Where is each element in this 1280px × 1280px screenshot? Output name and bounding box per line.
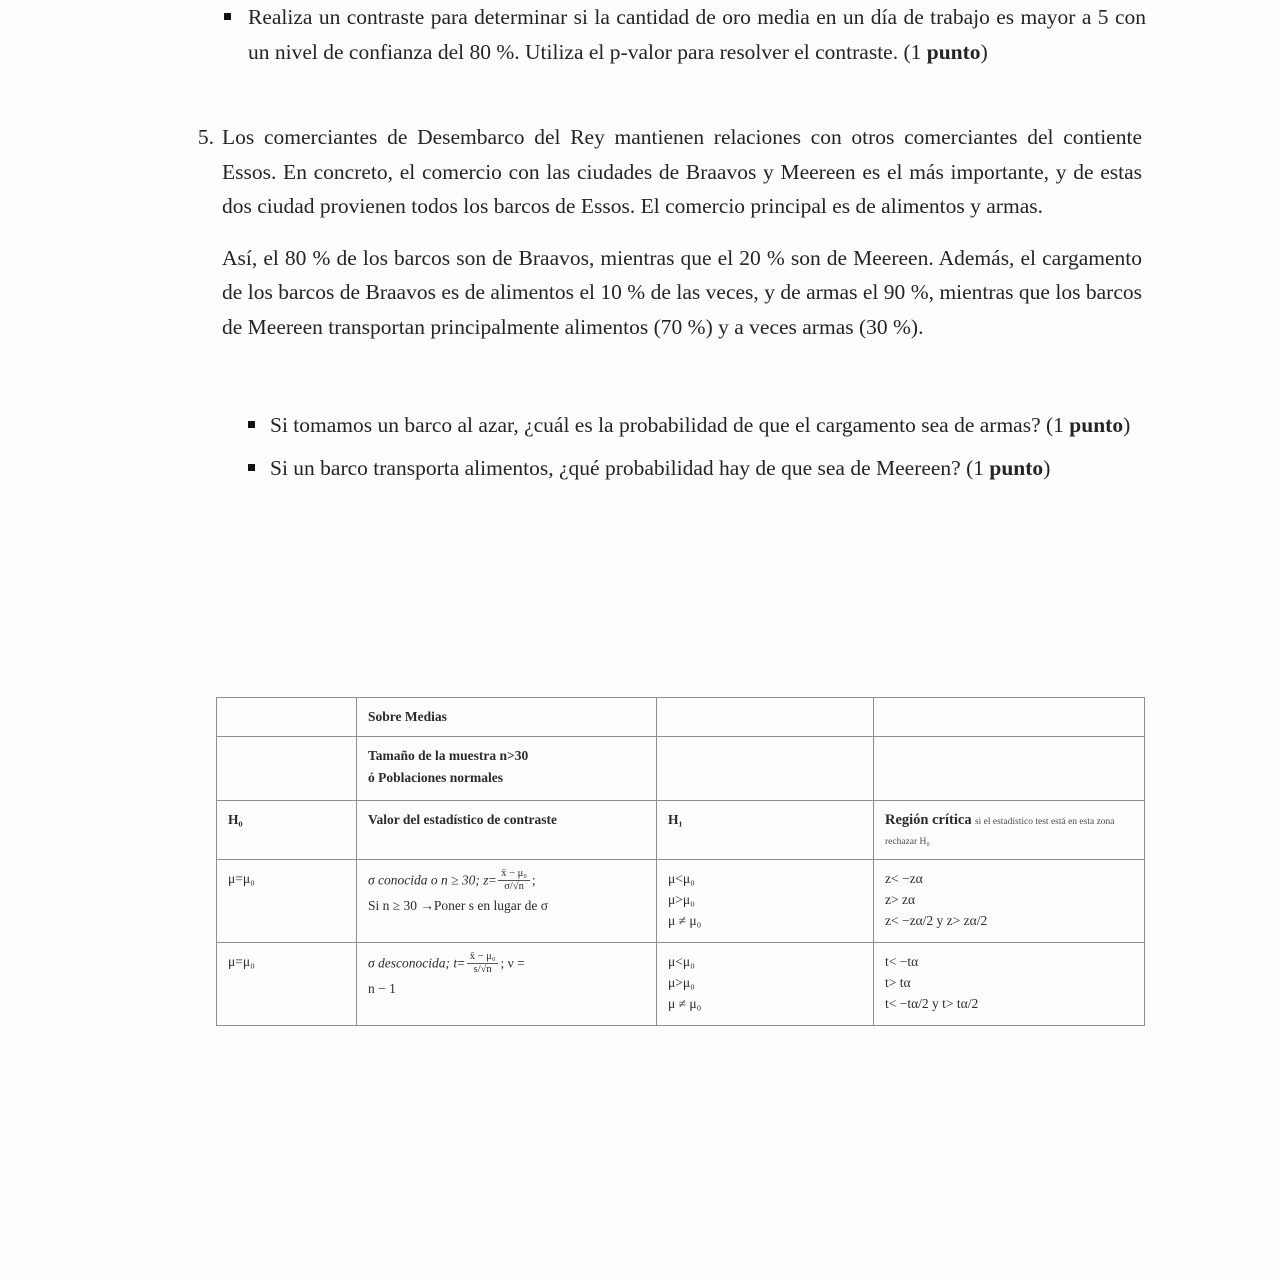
cell-h0-value: μ=μ₀ xyxy=(217,860,357,943)
cell-empty xyxy=(657,698,874,737)
question-number: 5. xyxy=(197,125,214,149)
cell-empty xyxy=(874,698,1145,737)
statistic-note-line: Si n ≥ 30 →Poner s en lugar de σ xyxy=(368,897,549,913)
cell-empty xyxy=(217,698,357,737)
table-row xyxy=(217,801,1145,860)
list-item xyxy=(222,451,1147,486)
cell-h1-alternatives xyxy=(657,943,874,1026)
table-row xyxy=(217,860,1145,943)
question-body xyxy=(222,120,1142,344)
cell-h0-header: H₀ xyxy=(217,801,357,860)
bullet-list-top xyxy=(216,0,1146,69)
region-critica-note: si el estadistico test está en esta zona rechazar H₀ xyxy=(885,817,1115,847)
cell-valor-estadistico-header: Valor del estadístico de contraste xyxy=(357,801,657,860)
list-item xyxy=(216,0,1146,69)
question-paragraph-1: Los comerciantes de Desembarco del Rey mantienen relaciones con otros comerciantes del contiente Essos. En concreto, el comercio con las ciudades de Braavos y Meereen es el más importante, y de estas dos ciudad provienen todos los barcos de Essos. El comercio principal es de alimentos y armas. xyxy=(222,125,1142,218)
alt-hypothesis: μ<μ₀ xyxy=(668,954,695,969)
critical-region: z> zα xyxy=(885,892,916,907)
cell-h1-header: H₁ xyxy=(657,801,874,860)
critical-region: t> tα xyxy=(885,975,911,990)
critical-region: z< −zα xyxy=(885,871,923,886)
cell-empty xyxy=(217,737,357,801)
statistic-formula-line: σ desconocida; t= $\frac{\text{x̄ − μ₀}}{s/√n}$ ; ν = xyxy=(368,951,525,975)
region-critica-label: Región crítica xyxy=(885,812,972,828)
bullet-square-icon xyxy=(224,13,231,20)
question-5-subbullets xyxy=(222,408,1147,493)
stat-table-container xyxy=(216,697,1144,1026)
cell-tamano-muestra xyxy=(357,737,657,801)
statistic-note-line: n − 1 xyxy=(368,980,396,996)
alt-hypothesis: μ ≠ μ₀ xyxy=(668,996,702,1011)
cell-h1-alternatives xyxy=(657,860,874,943)
contrast-reference-table xyxy=(216,697,1145,1026)
cell-statistic-z xyxy=(357,860,657,943)
bullet-text: Realiza un contraste para determinar si la cantidad de oro media en un día de trabajo es mayor a 5 con un nivel de confianza del 80 %. Utiliza el p-valor para resolver el contraste. (1 punto) xyxy=(248,5,1146,64)
cell-h0-value: μ=μ₀ xyxy=(217,943,357,1026)
question-paragraph-2: Así, el 80 % de los barcos son de Braavos, mientras que el 20 % son de Meereen. Además, el cargamento de los barcos de Braavos es de alimentos el 10 % de las veces, y de armas el 90 %, mientras que los barcos de Meereen transportan principalmente alimentos (70 %) y a veces armas (30 %). xyxy=(222,245,1142,339)
alt-hypothesis: μ>μ₀ xyxy=(668,975,695,990)
cell-empty xyxy=(657,737,874,801)
table-row xyxy=(217,698,1145,737)
alt-hypothesis: μ ≠ μ₀ xyxy=(668,913,702,928)
cell-statistic-t xyxy=(357,943,657,1026)
fraction: $\frac{\text{x̄ − μ₀}}{\sigma/√n}$ xyxy=(498,868,530,893)
cell-critical-region-z xyxy=(874,860,1145,943)
statistic-formula-line: σ conocida o n ≥ 30; z= $\frac{\text{x̄ − μ₀}}{\sigma/√n}$ ; xyxy=(368,868,536,892)
critical-region: t< −tα/2 y t> tα/2 xyxy=(885,996,979,1011)
cell-line-2: ó Poblaciones normales xyxy=(368,770,503,785)
bullet-list-sub xyxy=(222,408,1147,485)
bullet-text: Si un barco transporta alimentos, ¿qué probabilidad hay de que sea de Meereen? (1 punto) xyxy=(270,455,1051,480)
alt-hypothesis: μ>μ₀ xyxy=(668,892,695,907)
cell-line-1: Tamaño de la muestra n>30 xyxy=(368,748,529,763)
list-item xyxy=(222,408,1147,443)
critical-region: z< −zα/2 y z> zα/2 xyxy=(885,913,988,928)
bullet-square-icon xyxy=(248,421,255,428)
cell-empty xyxy=(874,737,1145,801)
cell-critical-region-t xyxy=(874,943,1145,1026)
carryover-bullet-block xyxy=(216,0,1146,71)
critical-region: t< −tα xyxy=(885,954,919,969)
bullet-text: Si tomamos un barco al azar, ¿cuál es la probabilidad de que el cargamento sea de armas? (1 punto) xyxy=(270,413,1131,437)
fraction: $\frac{\text{x̄ − μ₀}}{s/√n}$ xyxy=(467,951,499,976)
table-row xyxy=(217,737,1145,801)
table-row xyxy=(217,943,1145,1026)
cell-region-critica-header xyxy=(874,801,1145,860)
question-5-block xyxy=(184,120,1142,344)
alt-hypothesis: μ<μ₀ xyxy=(668,871,695,886)
cell-sobre-medias: Sobre Medias xyxy=(357,698,657,737)
bullet-square-icon xyxy=(248,464,255,471)
